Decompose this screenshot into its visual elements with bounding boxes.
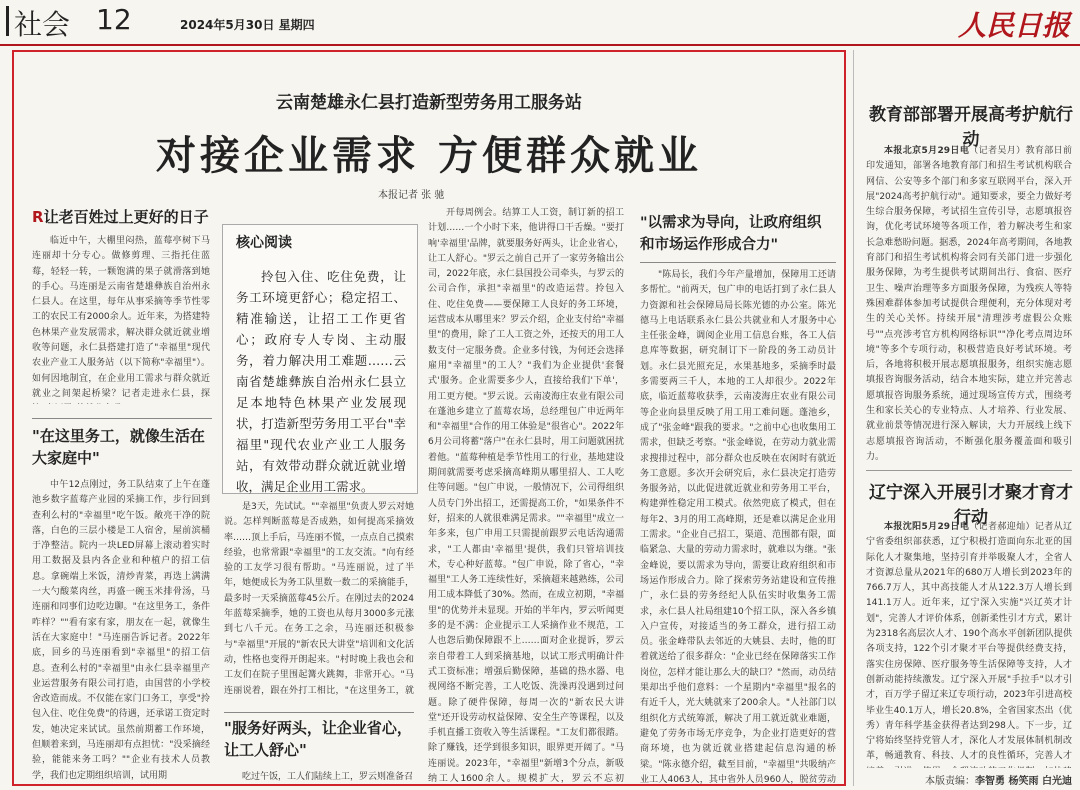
column-1-text: 临近中午，大棚里闷热，蓝莓亭树下马连丽却十分专心。做修剪理、三指托住蓝莓，轻轻一转，一颗饱满的果子就滑落到她的手心。马连丽是云南省楚雄彝族自治州永仁县人。在这里，每年从事采摘等季节性零工的农民工有2000余人。近年来，为搭建特色林果产业发展需求，解决群众就近就业增收等问题，永仁县搭建打造了"幸福里"现代农业产业工人服务站（以下简称"幸福里"）。如何因地制宜，在企业用工需求与群众就近就业之间架起桥梁？记者走进永仁县，探 [32, 236, 210, 399]
subheading-tag: R [32, 208, 44, 226]
page-number: 12 [96, 3, 132, 36]
article-kicker: 云南楚雄永仁县打造新型劳务用工服务站 [276, 93, 582, 113]
article-column-3 [428, 206, 624, 784]
editors-names: 李智勇 杨笑雨 白光迪 [975, 776, 1072, 787]
newspaper-logo: 人民日报 [958, 9, 1071, 42]
side-article-1-dateline: 本报北京5月29日电 [884, 146, 970, 156]
editors-label: 本版责编： [925, 776, 976, 787]
column-1b-text: 中午12点刚过，务工队结束了上午在蓬池乡数字蓝莓产业园的采摘工作，步行回到查利么村的"幸福里"吃午饭。敞亮干净的院落，白色的三层小楼是工人宿舍，屋前滨桶于净整洁。院内一块LED屏幕上滚动着实时用工数据及县内各企业和种植户的招工信息。拿碗端上米饭，清炒青菜，再选上满满一大勺酸菜肉丝，再盛一碗玉米排骨汤，马连丽和同事们边吃边聊。"在这里务工，条件咋样？""看有家有家，朋友在一起，就像生活在大家庭中！"马连丽告诉记者。2022年底，回乡的马连丽看到"幸福里"的招工信息。查利么村的"幸福里"由永仁县幸福里产业运营服务有限公司打造，由国营的小学校舍改造而成。不仅能在家门口务工，享受"拎包入住、吃住免费"的待遇，还承诺工资定时发，她决定来试试。虽然前期蓄工作环境，但顺着来到，马连丽却有点担忧："没采摘经验，能能来务工吗？""企业有技术人员教学，我们也定期组织培训，试用期 [32, 480, 210, 781]
masthead [0, 0, 1080, 44]
article-column-1 [32, 234, 210, 404]
column-2-text: 是3天，先试试。""幸福里"负责人罗云对她说。怎样判断蓝莓是否成熟，如何提高采摘效率……顶上手后，马连丽不慌，一点点自己摸索经验，也常常跟"幸福里"的工友交流。"向有经验的工友学习很有帮助。"马连丽说，过了半年，她便成长为务工队里数一数二的采摘能手，最多时一天采摘蓝莓45公斤。在刚过去的2024年蓝莓采摘季，她的工资也从每月3000多元涨到七八千元。在务工之余，马连丽还积极参与"幸福里"开展的"新农民大讲堂"培训和文化活动，性格也变得开朗起来。"村时晚上我也会和工友们在院子里围起篝火跳舞，非常开心。"马连丽说着，跟在外打工相比，"在这里务工，就 [224, 502, 414, 696]
subheading-1-text: 让老百姓过上更好的日子 [43, 208, 209, 226]
section-marker [6, 6, 9, 36]
subheading-3: "服务好两头，让企业省心，让工人舒心" [224, 712, 414, 761]
column-4-text: "陈局长，我们今年产量增加，保障用工还请多帮忙。"前两天，包广申的电话打到了永仁县人力资源和社会保障局局长陈光德的办公室。陈光德马上电话联系永仁县公共就业和人才服务中心主任张金峰，调阅企业用工信息台账，各工人信息库等数据，研究制订下一阶段的务工动员计划。永仁县光照充足，水果基地多，采摘季时最多需要两三千人，本地的工人却很少。2022年底，临近蓝莓收获季，云南凌海庄农业有限公司等企业向县里反映了用工用工难问题。蓬池乡，成了"张金峰"跟我的要求。"之前中心也收集用工需求，但缺乏考察。"张金峰说，在劳动力就业需求搜排过程中，部分群众也反映在农闲时有就近务工意愿。多次开会研究后，永仁县决定打造劳务服务站，以此促进就近就业和劳务用工平台，构建弹性稳定用工模式。依然兜底了模式，但在每年2、3月的用工高峰期，还是难以满足企业用工需求。"企业自己招工，渠道、范围都有限，面临紧急、大量的劳动力需求时，就难以为继。"张金峰说，要以需求为导向，需要让政府组织和市场运作形成合力。除了探索劳务站建设和宣传推广，永仁县的劳务经纪人队伍实时收集务工需求，永仁县人社局组建10个招工队，深入各乡镇入户宣传，对接适当的务工群众，进行招工动员。张金峰带队去邻近的大姚县、去时，他的盯着就送给了很多群众："企业已经在保障落实工作岗位，怎样才能让那么大的缺口？"然而，动员结果却出乎他们意料：一个星期内"幸福里"报名的有近千人，光大姚就来了200余人。"人社部门以组织化方式统筹派，解决了用工就近就业难题，避免了劳务市场无序竞争，为企业打造更好的营商环境，也为就近就业搭建起信息沟通的桥梁。"陈永德介绍，截至目前，"幸福里"共吸纳产业工人4063人，其中省外人员960人，脱贫劳动 [640, 270, 836, 784]
article-column-2c [224, 770, 414, 784]
side-article-2-dateline: 本报沈阳5月29日电 [884, 522, 970, 532]
column-divider [853, 50, 854, 786]
article-byline: 本报记者 张 驰 [378, 190, 445, 201]
article-column-1b [32, 478, 210, 784]
article-column-2 [224, 500, 414, 700]
side-article-1-headline: 教育部部署开展高考护航行动 [869, 105, 1073, 150]
subheading-2: "在这里务工，就像生活在大家庭中" [32, 418, 212, 469]
core-reading-text: 拎包入住、吃住免费，让务工环境更舒心；稳定招工、精准输送，让招工工作更省心；政府专人专岗、主动服务，着力解决用工难题……云南省楚雄彝族自治州永仁县立足本地特色林果产业发展现状，打造新型劳务用工平台"幸福里"现代农业产业工人服务站，有效带动群众就近就业增收，满足企业用工需求。 [236, 269, 406, 494]
page-editors [866, 772, 1072, 787]
column-2c-text: 吃过午饭，工人们陆续上工，罗云则准备召 [242, 772, 414, 782]
masthead-rule [0, 44, 1080, 46]
side-article-2-headline: 辽宁深入开展引才聚才育才行动 [869, 483, 1073, 528]
core-reading-title: 核心阅读 [236, 235, 292, 251]
column-3-text: 开每周例会。结算工人工资，制订新的招工计划……一个小时下来，他讲得口干舌燥。"要打响'幸福里'品牌，就要服务好两头，让企业省心，让工人舒心。"罗云之前自己开了一家劳务输出公司，2022年底，永仁县国投公司牵头，与罗云的公司合作，承担"幸福里"的改造运营。拎包入住、吃住免费——要保障工人良好的务工环境，运营成本从哪里来？罗云介绍，企业支付给"幸福里"的费用，除了工人工资之外，还按天的用工人数支付一定服务费。企业多付钱，为何还会选择雇用"幸福里"的工人？"我们为企业提供'套餐式'服务。企业需要多少人，直接给我们'下单'，用工更方便。"罗云说。云南凌海庄农业有限公司在蓬池乡建立了蓝莓农场，总经理包广申近两年和"幸福里"合作的用工体验是"很省心"。2022年6月公司将蓄"落户"在永仁县时，用工问题就困扰着他。"蓝莓种植是季节性用工的行业，基地建设期间就需要考虑采摘高峰期从哪里招人、工人吃住等问题。"包广申说，一般情况下，公司得组织人员专门外出招工，还需提高工价，"如果条件不好，招来的人就很难满足需求。""幸福里"成立一年多来，包广申用工只需提前跟罗云电话沟通需求，"工人都由'幸福里'提供，我们只管培训技术，专心种好蓝莓。"包广申说，除了省心，"幸福里"工人务工连续性好，采摘超来越熟练，公司用工成本降低了30%。然而，在成立初期，"幸福里"的优势并未显现。开始的半年内，罗云听闻更多的是不满：企业提示工人采摘作业不规范，工人也怨后勤保障跟不上……面对企业提诉，罗云亲自带着工人到采摘基地，以试工形式明确计件式工资标准；增强后勤保障，基础的热水器、电视网络不断完善，工人吃饭、洗澡再没遇到过问题。除了硬件保障，每周一次的"新农民大讲堂"还开设劳动权益保障、安全生产等课程，以及手机直播工资收入等生活课程。"工友们都很踏。除了赚钱，还学到很多知识，眼界更开阔了。"马连丽说。2023年，"幸福里"新增3个分点，新吸纳工人1600余人。规模扩大，罗云不忘初 [428, 208, 624, 784]
side-article-2-text: （记者郝迎灿）记者从辽宁省委组织部获悉，辽宁积极打造面向东北亚的国际化人才聚集地，坚持引育并举吸聚人才，全省人才资源总量从2021年的680万人增长到2023年的766.7万人，其中高技能人才从122.3万人增长到141.1万人。近年来，辽宁深入实施"兴辽英才计划"，完善人才评价体系，创新柔性引才方式，累计为2318名高层次人才、190个高水平创新团队提供各项支持，122个引才聚才平台等提供经费支持，落实住房保障、医疗服务等生活保障等支持，人才创新动能持续激发。辽宁深入开展"手拉手"以才引才，百万学子留辽来辽专项行动，2023年引进高校毕业生40.1万人，增长20.8%，全省国家杰出（优秀）青年科学基金获得者达到298人。下一步，辽宁将始终坚持党管人才，深化人才发展体制机制改革，畅通教育、科技、人才的良性循环，完善人才 [866, 522, 1072, 762]
side-article-1-body [866, 144, 1072, 466]
subheading-4: "以需求为导向，让政府组织和市场运作形成合力" [640, 212, 836, 263]
issue-date: 2024年5月30日 星期四 [180, 18, 315, 32]
side-article-2-body [866, 520, 1072, 768]
subheading-1 [32, 206, 209, 227]
section-name: 社会 [14, 8, 71, 41]
article-headline: 对接企业需求 方便群众就业 [156, 133, 702, 179]
side-divider [866, 470, 1072, 471]
side-article-1-text: （记者吴月）教育部日前印发通知，部署各地教育部门和招生考试机构联合网信、公安等多个部门和多家互联网平台，深入开展"2024高考护航行动"。通知要求，要全力做好考生综合服务保障，考试招生宣传引导，志愿填报咨询，优化考试环境等各项工作，着力解决考生和家长急难愁盼问题。据悉，2024年高考期间，各地教育部门和招生考试机构将会同有关部门进一步强化服务保障，为考生提供考试期间出行、食宿、医疗卫生、噪声治理等多方面服务保障，为残疾人等特殊困难群体参加考试提供合理便利，充分体现对考生的关心关怀。持续开展"清理涉考虚假公众账号""点亮涉考官方机构网络标识""净化考点周边环境"等多个专项行动，积极营造良好考试环境。考后，各地将积极开展志愿填报服务，组织实施志愿填报咨询服务活动，结合本地实际，建立并完善志愿填报咨询服务系统，通过现场宣传方式，围绕考生和家长关心的专业特点、人才培养、行业发展、就业前景等情况进行深入解读，大力开展线上线下志愿填报咨询活动，不断强化服务覆盖面和吸引力。 [866, 146, 1072, 462]
article-column-4 [640, 268, 836, 784]
